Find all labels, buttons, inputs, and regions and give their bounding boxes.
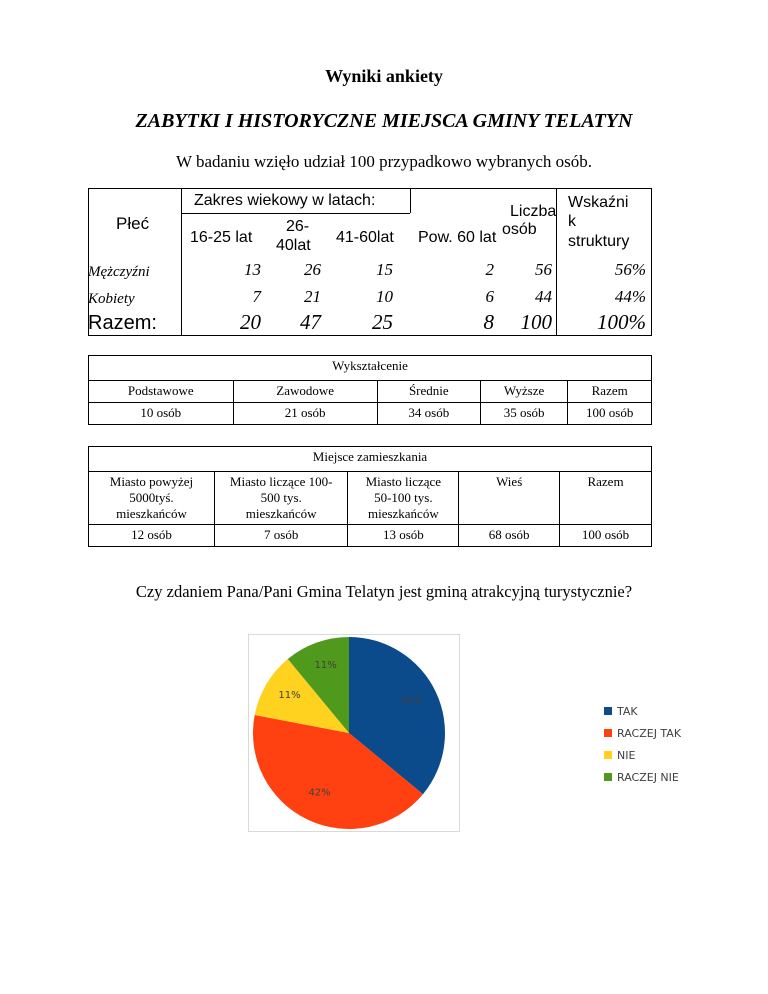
survey-topic: ZABYTKI I HISTORYCZNE MIEJSCA GMINY TELATYN: [135, 110, 633, 132]
pie-label: 11%: [314, 659, 337, 671]
res-value: 68 osób: [459, 525, 560, 547]
res-value: 13 osób: [348, 525, 459, 547]
total-16-25: 20: [240, 310, 261, 334]
edu-value: 21 osób: [233, 403, 377, 425]
legend-label: RACZEJ NIE: [617, 770, 679, 784]
edu-header: Wyższe: [480, 381, 568, 403]
men-16-25: 13: [244, 260, 261, 279]
col-age-60-plus: Pow. 60 lat: [418, 229, 497, 246]
age-gender-table: [88, 188, 652, 336]
education-table: [88, 355, 652, 425]
women-26-40: 21: [304, 287, 321, 306]
pie-chart-frame: [248, 634, 460, 832]
pie-label: 42%: [308, 787, 331, 799]
res-header: Miasto liczące 100- 500 tys. mieszkańców: [214, 472, 347, 525]
edu-header: Średnie: [377, 381, 480, 403]
total-total: 100: [520, 310, 552, 334]
total-pct: 100%: [597, 310, 646, 334]
education-title: Wykształcenie: [89, 356, 652, 381]
total-41-60: 25: [372, 310, 393, 334]
col-age-41-60: 41-60lat: [336, 229, 394, 246]
edu-header: Podstawowe: [89, 381, 234, 403]
legend-swatch: [604, 729, 612, 737]
res-header: Miasto liczące 50-100 tys. mieszkańców: [348, 472, 459, 525]
pie-chart: [249, 635, 459, 831]
men-41-60: 15: [376, 260, 393, 279]
total-60-plus: 8: [483, 310, 494, 334]
edu-header: Razem: [568, 381, 652, 403]
men-pct: 56%: [614, 260, 646, 279]
col-count-a: Liczba: [510, 203, 557, 220]
legend-label: RACZEJ TAK: [617, 726, 682, 740]
col-age-26-40-a: 26-: [286, 218, 310, 235]
row-label-men: Mężczyźni: [88, 264, 150, 280]
intro-text: W badaniu wzięło udział 100 przypadkowo wybranych osób.: [175, 152, 593, 171]
edu-value: 35 osób: [480, 403, 568, 425]
chart-legend: [604, 700, 681, 788]
edu-value: 34 osób: [377, 403, 480, 425]
pie-label: 36%: [400, 695, 423, 707]
residence-title: Miejsce zamieszkania: [89, 447, 652, 472]
res-value: 7 osób: [214, 525, 347, 547]
res-value: 100 osób: [560, 525, 652, 547]
res-header: Miasto powyżej 5000tyś. mieszkańców: [89, 472, 215, 525]
report-title: Wyniki ankiety: [325, 66, 443, 86]
col-index-a: Wskaźni: [568, 194, 629, 211]
legend-label: TAK: [617, 704, 638, 718]
col-age-26-40-b: 40lat: [276, 237, 311, 254]
edu-value: 10 osób: [89, 403, 234, 425]
legend-swatch: [604, 707, 612, 715]
res-header: Wieś: [459, 472, 560, 525]
women-pct: 44%: [614, 287, 646, 306]
legend-swatch: [604, 773, 612, 781]
pie-label: 11%: [278, 689, 301, 701]
legend-item: [604, 722, 681, 744]
men-60-plus: 2: [485, 260, 494, 279]
women-total: 44: [535, 287, 552, 306]
col-count-b: osób: [502, 221, 537, 238]
women-60-plus: 6: [485, 287, 494, 306]
col-age-range: Zakres wiekowy w latach:: [194, 192, 376, 209]
men-total: 56: [535, 260, 552, 279]
legend-label: NIE: [617, 748, 636, 762]
total-26-40: 47: [300, 310, 321, 334]
men-26-40: 26: [304, 260, 321, 279]
survey-question: Czy zdaniem Pana/Pani Gmina Telatyn jest gminą atrakcyjną turystycznie?: [135, 582, 633, 601]
legend-item: [604, 700, 681, 722]
col-index-b: k: [568, 213, 576, 230]
res-header: Razem: [560, 472, 652, 525]
col-age-16-25: 16-25 lat: [190, 229, 253, 246]
col-index-c: struktury: [568, 233, 630, 250]
edu-header: Zawodowe: [233, 381, 377, 403]
row-label-total: Razem:: [88, 312, 157, 334]
legend-swatch: [604, 751, 612, 759]
women-41-60: 10: [376, 287, 393, 306]
row-label-women: Kobiety: [88, 291, 135, 307]
residence-table: [88, 446, 652, 547]
legend-item: [604, 766, 681, 788]
legend-item: [604, 744, 681, 766]
col-plec: Płeć: [116, 214, 150, 233]
edu-value: 100 osób: [568, 403, 652, 425]
women-16-25: 7: [252, 287, 261, 306]
res-value: 12 osób: [89, 525, 215, 547]
